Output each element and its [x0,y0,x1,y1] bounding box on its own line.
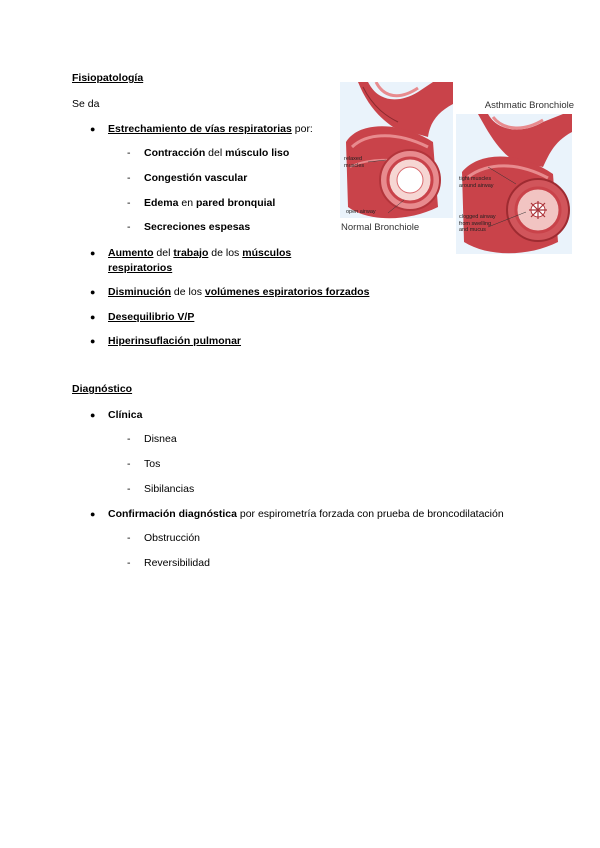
item-text: Disminución [108,286,172,298]
item-text: en [178,197,196,209]
dash-icon: - [127,557,131,569]
item-text: del [153,247,174,259]
item-text: Confirmación diagnóstica [108,508,237,520]
item-text: Estrechamiento de vías respiratorias [108,123,292,135]
asthmatic-caption: Asthmatic Bronchiole [484,100,574,111]
open-airway-label: open airway [346,209,376,215]
section-title-diagnostico: Diagnóstico [72,383,133,395]
item-text: por espirometría forzada con prueba de broncodilatación [236,508,504,520]
item-text: Clínica [108,409,143,421]
normal-caption: Normal Bronchiole [341,222,420,233]
item-text: Obstrucción [144,532,201,544]
item-text: por: [291,123,313,135]
dash-icon: - [127,147,131,159]
dash-icon: - [127,221,131,233]
bullet-icon: ● [90,124,96,134]
section-title-fisiopatologia: Fisiopatología [72,72,144,84]
item-text: Congestión vascular [144,172,248,184]
item-text: Desequilibrio V/P [108,311,195,323]
bullet-icon: ● [90,509,96,519]
dash-icon: - [127,197,131,209]
tight-muscles-label: tight muscles around airway [459,176,494,189]
bullet-icon: ● [90,248,96,258]
dash-icon: - [127,433,131,445]
item-text: Reversibilidad [144,557,210,569]
dash-icon: - [127,483,131,495]
item-text: músculos respiratorios [108,247,292,274]
bullet-icon: ● [90,336,96,346]
clogged-airway-label: clogged airway from swelling and mucus [459,214,496,233]
item-text: Edema [144,197,179,209]
item-text: de los [208,247,243,259]
item-text: de los [171,286,205,298]
item-text: Disnea [144,433,177,445]
bronchiole-illustration [338,82,574,257]
item-text: del [205,147,226,159]
item-text: trabajo [173,247,209,259]
item-text: músculo liso [225,147,290,159]
dash-icon: - [127,458,131,470]
list-item [90,246,320,276]
bullet-icon: ● [90,287,96,297]
item-text: Contracción [144,147,206,159]
bullet-icon: ● [90,312,96,322]
item-text: Hiperinsuflación pulmonar [108,335,242,347]
item-text: Tos [144,458,161,470]
dash-icon: - [127,532,131,544]
item-text: Secreciones espesas [144,221,251,233]
item-text: Aumento [108,247,154,259]
relaxed-muscles-label: relaxed muscles [344,156,365,169]
dash-icon: - [127,172,131,184]
bullet-icon: ● [90,410,96,420]
item-text: Sibilancias [144,483,195,495]
intro-text: Se da [72,98,100,110]
item-text: volúmenes espiratorios forzados [204,286,370,298]
item-text: pared bronquial [195,197,276,209]
